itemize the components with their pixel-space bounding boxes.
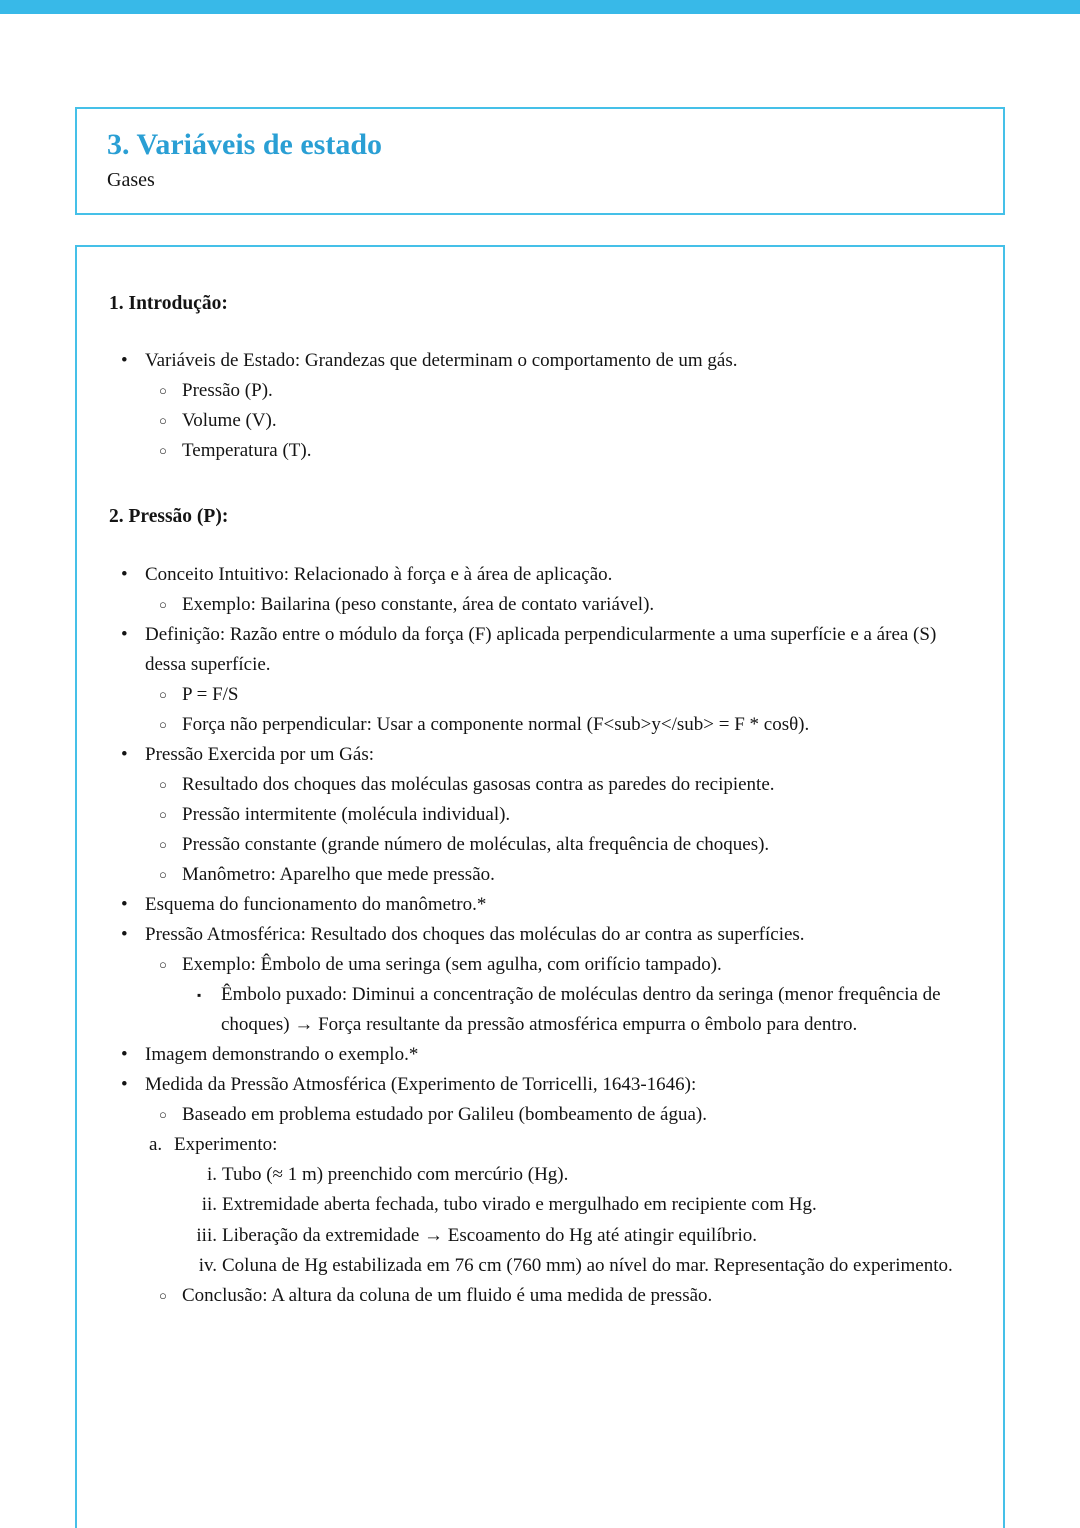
list-item-text: Coluna de Hg estabilizada em 76 cm (760 mm) ao nível do mar. Representação do experimento.	[222, 1254, 953, 1276]
bullet-circle-icon: ○	[159, 807, 167, 823]
title-card	[75, 107, 1005, 215]
notes-body	[109, 289, 971, 1311]
bullet-circle-icon: ○	[159, 867, 167, 883]
list-item	[109, 560, 971, 590]
roman-marker: i.	[206, 1164, 217, 1186]
list-item-text: Variáveis de Estado: Grandezas que determinam o comportamento de um gás.	[145, 350, 738, 372]
list-item	[109, 890, 971, 920]
list-item-text: Pressão constante (grande número de moléculas, alta frequência de choques).	[182, 834, 770, 856]
roman-marker: iv.	[198, 1254, 217, 1276]
list-item	[109, 1251, 971, 1281]
list-item	[109, 1070, 971, 1100]
list-item-text: Extremidade aberta fechada, tubo virado e mergulhado em recipiente com Hg.	[222, 1194, 817, 1216]
bullet-disc-icon: •	[121, 564, 128, 586]
list-item	[109, 1130, 971, 1160]
bullet-circle-icon: ○	[159, 443, 167, 459]
bullet-circle-icon: ○	[159, 717, 167, 733]
list-item-text: Medida da Pressão Atmosférica (Experimento de Torricelli, 1643-1646):	[145, 1074, 697, 1096]
page-subtitle: Gases	[107, 168, 155, 191]
list-item-text: Pressão Exercida por um Gás:	[145, 744, 374, 766]
list-item-text: Resultado dos choques das moléculas gasosas contra as paredes do recipiente.	[182, 774, 775, 796]
list-item-text: P = F/S	[182, 684, 239, 706]
list-item	[109, 1040, 971, 1070]
list-item	[109, 376, 971, 406]
list-item	[109, 620, 971, 680]
list-item	[109, 590, 971, 620]
bullet-disc-icon: •	[121, 894, 128, 916]
list-item-text: Imagem demonstrando o exemplo.*	[145, 1044, 419, 1066]
list-item-text: Tubo (≈ 1 m) preenchido com mercúrio (Hg).	[222, 1164, 569, 1186]
bullet-square-icon: ▪	[197, 988, 202, 1003]
roman-marker: iii.	[196, 1224, 217, 1246]
list-item-text: Pressão (P).	[182, 380, 273, 402]
list-item	[109, 436, 971, 466]
list-item-text: Manômetro: Aparelho que mede pressão.	[182, 864, 495, 886]
list-item-text: Esquema do funcionamento do manômetro.*	[145, 894, 487, 916]
list-item	[109, 1281, 971, 1311]
bullet-disc-icon: •	[121, 1074, 128, 1096]
bullet-circle-icon: ○	[159, 837, 167, 853]
bullet-circle-icon: ○	[159, 413, 167, 429]
list-item	[109, 830, 971, 860]
list-item-text: Volume (V).	[182, 410, 277, 432]
bullet-circle-icon: ○	[159, 687, 167, 703]
bullet-disc-icon: •	[121, 744, 128, 766]
list-item	[109, 1160, 971, 1190]
list-item-text: Liberação da extremidade → Escoamento do Hg até atingir equilíbrio.	[222, 1224, 757, 1246]
list-item	[109, 406, 971, 436]
roman-marker: ii.	[201, 1194, 217, 1216]
bullet-disc-icon: •	[121, 1044, 128, 1066]
list-item	[109, 1100, 971, 1130]
bullet-circle-icon: ○	[159, 777, 167, 793]
list-item	[109, 710, 971, 740]
top-accent-bar	[0, 0, 1080, 14]
list-item-text: Experimento:	[174, 1134, 278, 1156]
bullet-circle-icon: ○	[159, 1107, 167, 1123]
list-item-text: Pressão intermitente (molécula individual).	[182, 804, 511, 826]
list-item-text: Força não perpendicular: Usar a componente normal (F<sub>y</sub> = F * cosθ).	[182, 714, 810, 736]
list-item-text: Conceito Intuitivo: Relacionado à força e à área de aplicação.	[145, 564, 613, 586]
list-item	[109, 740, 971, 770]
list-item-text: Baseado em problema estudado por Galileu (bombeamento de água).	[182, 1104, 707, 1126]
bullet-circle-icon: ○	[159, 1287, 167, 1303]
bullet-circle-icon: ○	[159, 597, 167, 613]
bullet-disc-icon: •	[121, 624, 128, 646]
list-item-text: Exemplo: Êmbolo de uma seringa (sem agulha, com orifício tampado).	[182, 954, 722, 976]
bullet-disc-icon: •	[121, 350, 128, 372]
list-item-text: Pressão Atmosférica: Resultado dos choques das moléculas do ar contra as superfícies.	[145, 924, 805, 946]
list-item	[109, 346, 971, 376]
bullet-circle-icon: ○	[159, 383, 167, 399]
list-item	[109, 950, 971, 980]
list-item	[109, 860, 971, 890]
alpha-marker: a.	[149, 1134, 163, 1156]
page-title: 3. Variáveis de estado	[107, 128, 383, 161]
bullet-circle-icon: ○	[159, 957, 167, 973]
list-item-text: Definição: Razão entre o módulo da força (F) aplicada perpendicularmente a uma superfície e a área (S) dessa superfície.	[145, 624, 937, 676]
section-heading-pressao: 2. Pressão (P):	[109, 506, 229, 528]
list-item-text: Temperatura (T).	[182, 440, 312, 462]
list-item	[109, 920, 971, 950]
notes-card	[75, 245, 1005, 1528]
list-item	[109, 680, 971, 710]
list-item	[109, 770, 971, 800]
list-item-text: Êmbolo puxado: Diminui a concentração de moléculas dentro da seringa (menor frequência de choques) → Força resultante da pressão atmosférica empurra o êmbolo para dentro.	[221, 984, 941, 1036]
list-item-text: Conclusão: A altura da coluna de um fluido é uma medida de pressão.	[182, 1284, 713, 1306]
bullet-disc-icon: •	[121, 924, 128, 946]
list-item-text: Exemplo: Bailarina (peso constante, área de contato variável).	[182, 594, 655, 616]
list-item	[109, 1221, 971, 1251]
list-item	[109, 1190, 971, 1220]
section-heading-introducao: 1. Introdução:	[109, 292, 228, 314]
list-item	[109, 980, 971, 1040]
list-item	[109, 800, 971, 830]
